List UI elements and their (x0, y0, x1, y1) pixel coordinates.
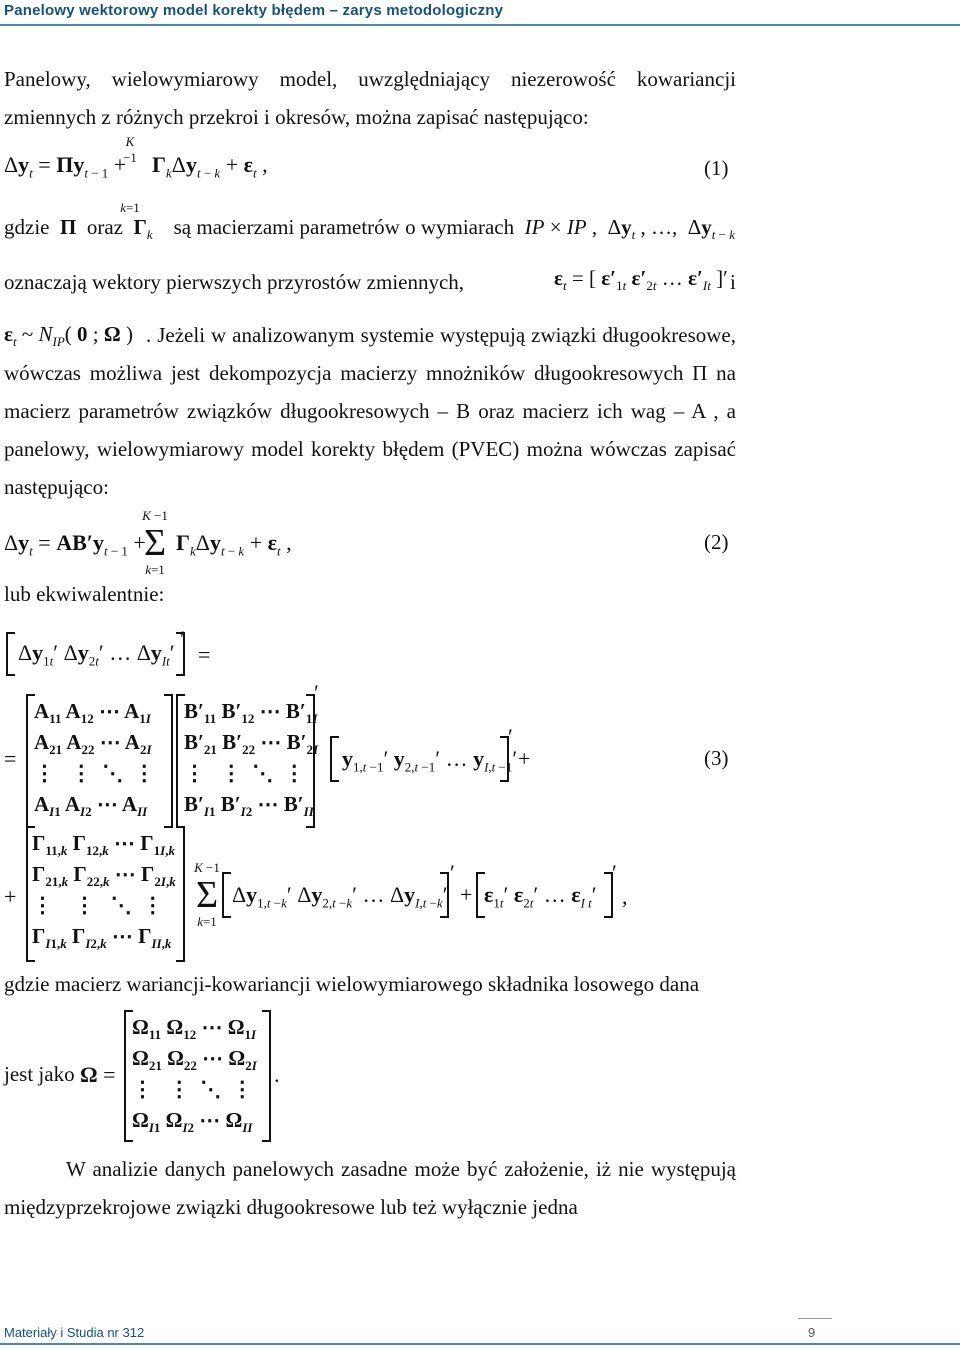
paragraph-dekompozycja: . Jeżeli w analizowanym systemie występują związki długookresowe, wówczas możliwa jest dekompozycja macierzy mnożników długookresowych Π na macierz parametrów związków długookresowych – B oraz macierz ich wag – A , a panelowy, wielowymiarowy model korekty błędem (PVEC) można wówczas zapisać następująco: (4, 323, 736, 499)
paragraph-analiza: W analizie danych panelowych zasadne może być założenie, iż nie występują międzyprzekrojowe związki długookresowe lub też wyłącznie jedna (4, 1157, 736, 1219)
matrix-Omega: $\Omega_{11}$ $\Omega_{12}$ ⋯ $\Omega_{1I}$ $\Omega_{21}$ $\Omega_{22}$ ⋯ $\Omega_{2I}$ ⋮ ⋮ ⋱ ⋮ $\Omega_{I1}$ $\Omega_{I2}$ ⋯ $\Omega_{II}$ (132, 1015, 257, 1136)
paragraph-oznaczaja-line: oznaczają wektory pierwszych przyrostów zmiennych, $\varepsilon_t$ = [ $\varepsilon'_{1t}$ $\varepsilon'_{2t}$ … $\varepsilon'_{It}$ ]′ i (4, 266, 736, 294)
equation-2-lhs: $\Delta y_t = AB'y_{t - 1}$ + (4, 530, 146, 559)
word-gdzie: gdzie (4, 215, 50, 239)
equation-1-number: (1) (704, 156, 729, 180)
word-oraz: oraz (86, 215, 123, 239)
equation-1-rhs: $\Gamma_k\Delta y_{t - k} + \varepsilon_t$ , (152, 152, 268, 181)
vector-eps: $\varepsilon_{1t}'$ $\varepsilon_{2t}'$ … $\varepsilon_{I t}'$ (484, 882, 597, 911)
page-number-rule (798, 1318, 832, 1319)
text-jest-jako: jest jako (4, 1062, 75, 1086)
text-dimensions: są macierzami parametrów o wymiarach (173, 215, 515, 239)
running-header (0, 0, 960, 32)
page-number: 9 (808, 1325, 816, 1340)
header-rule (0, 24, 960, 26)
matrix-B-transpose: $B'_{11}$ $B'_{12}$ ⋯ $B'_{1I}$ $B'_{21}$ $B'_{22}$ ⋯ $B'_{2I}$ ⋮ ⋮ ⋱ ⋮ $B'_{I1}$ $B'_{I2}$ ⋯ $B'_{II}$ (184, 699, 319, 820)
distribution-expression: $\varepsilon_t$ ~ $N_{IP}$( 0 ; Ω ) (4, 322, 133, 350)
matrix-A: $A_{11}$ $A_{12}$ ⋯ $A_{1I}$ $A_{21}$ $A_{22}$ ⋯ $A_{2I}$ ⋮ ⋮ ⋱ ⋮ $A_{I1}$ $A_{I2}$ ⋯ $A_{II}$ (34, 699, 155, 820)
sum-symbol-eq1: K −1 k=1 (120, 134, 140, 215)
word-i: i (730, 270, 736, 294)
matrix-Gamma: $\Gamma_{11,k}$ $\Gamma_{12,k}$ ⋯ $\Gamma_{1I,k}$ $\Gamma_{21,k}$ $\Gamma_{22,k}$ ⋯ $\Gamma_{2I,k}$ ⋮ ⋮ ⋱ ⋮ $\Gamma_{I1,k}$ $\Gamma_{I2,k}$ ⋯ $\Gamma_{II,k}$ (32, 831, 176, 952)
text-wektory: oznaczają wektory pierwszych przyrostów zmiennych, (4, 270, 465, 294)
footer-rule (0, 1343, 960, 1345)
running-header-title: Panelowy wektorowy model korekty błędem – zarys metodologiczny (4, 2, 504, 19)
vector-dy-lagged: $\Delta y_{1,t -k}'$ $\Delta y_{2,t -k}'$ … $\Delta y_{I,t -k}'$ (232, 882, 448, 911)
paragraph-lub: lub ekwiwalentnie: (4, 582, 165, 606)
paragraph-gdzie-line: gdzie Π oraz $\Gamma_k$ są macierzami parametrów o wymiarach IP × IP , $\Delta y_t$ , …, $\Delta y_{t - k}$ (4, 215, 736, 243)
sum-symbol-eq2: K −1 Σ k=1 (142, 508, 168, 577)
paragraph-intro: Panelowy, wielowymiarowy model, uwzględniający niezerowość kowariancji zmiennych z różnych przekroi i okresów, można zapisać następująco: (4, 67, 736, 129)
sum-symbol-eq3: K −1 Σ k=1 (194, 860, 220, 929)
equation-2-number: (2) (704, 530, 729, 554)
paragraph-wariancji: gdzie macierz wariancji-kowariancji wielowymiarowego składnika losowego dana (4, 972, 700, 996)
equation-3-lhs: $\Delta y_{1t}'$ $\Delta y_{2t}'$ … $\Delta y_{It}'$ (18, 640, 175, 669)
equation-3-number: (3) (704, 746, 729, 770)
equation-2-rhs: $\Gamma_k\Delta y_{t - k} + \varepsilon_t$ , (176, 530, 292, 559)
footer-journal-label: Materiały i Studia nr 312 (4, 1325, 145, 1340)
vector-y-lagged: $y_{1,t -1}'$ $y_{2,t -1}'$ … $y_{I,t -1}'$ (342, 746, 518, 775)
equation-1-lhs: $\Delta y_t = \Pi y_{t - 1}$ + (4, 152, 127, 181)
